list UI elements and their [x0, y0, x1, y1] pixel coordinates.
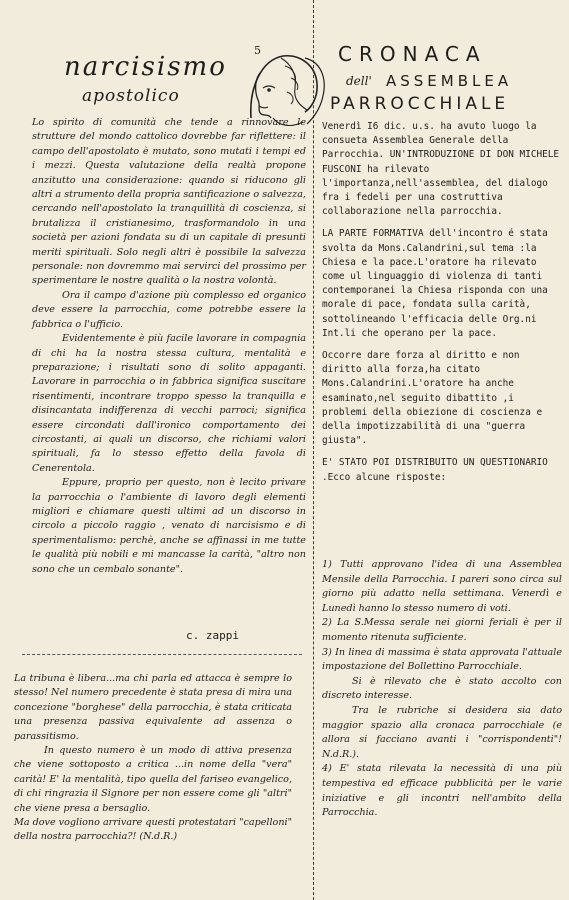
column-divider [313, 0, 314, 900]
title-cronaca: CRONACA [338, 42, 487, 66]
essay-paragraph: Evidentemente è più facile lavorare in compagnia di chi ha la nostra stessa cultura, mentalità e preparazione; i risultati sono di solito appaganti. Lavorare in parrocchia o in fabbrica significa suscitare risentimenti, incontrare troppo spesso la tranquilla e disincantata indifferenza di vecchi parroci; significa essere circondati dall'ironico comportamento dei circostanti, ai quali un discorso, che richiami valori spirituali, fa lo stesso effetto della favola di Cenerentola. [32, 333, 306, 474]
note-paragraph: In questo numero è un modo di attiva presenza che viene sottoposto a critica ...in nome della "vera" carità! E' la mentalità, tipo quella del fariseo evangelico, di chi ringrazia il Signore per non essere come gli "altri" che viene presa a bersaglio. [14, 745, 292, 814]
note-paragraph: Ma dove vogliono arrivare questi protestatari "capelloni" della nostra parrocchia?! (N.d.R.) [14, 817, 292, 843]
report-paragraph: LA PARTE FORMATIVA dell'incontro é stata svolta da Mons.Calandrini,sul tema :la Chiesa e la pace.L'oratore ha rilevato come ul linguaggio di violenza di tanti contemporanei la Chiesa risponda con una morale di pace, fondata sulla carità, sottolineando l'efficacia delle Org.ni Int.li che operano per la pace. [322, 228, 548, 339]
section-divider [22, 654, 302, 655]
essay-body [32, 116, 306, 577]
report-body [322, 120, 562, 485]
title-parrocchiale: PARROCCHIALE [330, 94, 510, 114]
editorial-note [14, 672, 292, 845]
answer-item: Si è rilevato che è stato accolto con discreto interesse. [322, 675, 562, 702]
report-paragraph: Occorre dare forza al diritto e non diritto alla forza,ha citato Mons.Calandrini.L'oratore ha anche esaminato,nel seguito dibattito ,i problemi della obiezione di coscienza e della impotizzabilità di una "guerra giusta". [322, 350, 543, 447]
essay-paragraph: Lo spirito di comunità che tende a rinnovare le strutture del mondo cattolico dovrebbe far riflettere: il campo dell'apostolato è mutato, sono mutati i tempi ed i mezzi. Questa valutazione della realtà propone anzitutto una considerazione: quando si riducono gli altri a strumento della propria santificazione o salvezza, cercando nell'apostolato la tranquillità di coscienza, si brutalizza il cristianesimo, trasformandolo in una società per azioni fondata su di un capitale di presunti meriti spirituali. Solo negli altri è possibile la salvezza personale: non dovremmo mai servirci del prossimo per sperimentare le nostre qualità o la nostra volontà. [32, 117, 306, 287]
page-number: 5 [254, 44, 261, 57]
answer-item: 2) La S.Messa serale nei giorni feriali è per il momento ritenuta sufficiente. [322, 617, 562, 643]
author-signature: c. zappi [186, 629, 239, 642]
questionnaire-answers [322, 558, 562, 821]
article-title: narcisismo [64, 52, 227, 82]
essay-paragraph: Eppure, proprio per questo, non è lecito privare la parrocchia o l'ambiente di lavoro degli elementi migliori e chiamare questi ultimi ad un discorso in circolo a piccolo raggio , venato di narcisismo e di sperimentalismo: perchè, anche se affinassi in me tutte le qualità più nobili e mi mancasse la carità, "altro non sono che un cembalo sonante". [32, 477, 306, 575]
essay-paragraph: Ora il campo d'azione più complesso ed organico deve essere la parrocchia, come potrebbe essere la fabbrica o l'ufficio. [32, 289, 306, 330]
title-dell: dell' [346, 74, 372, 88]
article-subtitle: apostolico [82, 86, 180, 106]
answer-item: Tra le rubriche si desidera sia dato maggior spazio alla cronaca parrocchiale (e allora si facciano avanti i "corrispondenti"! N.d.R.). [322, 704, 562, 760]
answer-item: 4) E' stata rilevata la necessità di una più tempestiva ed efficace pubblicità per le varie iniziative e gli incontri nell'ambito della Parrocchia. [322, 763, 562, 819]
report-paragraph: Venerdì I6 dic. u.s. ha avuto luogo la consueta Assemblea Generale della Parrocchia. UN'INTRODUZIONE DI DON MICHELE FUSCONI ha rilevato l'importanza,nell'assemblea, del dialogo fra i fedeli per una costruttiva collaborazione nella parrocchia. [322, 121, 560, 218]
answer-item: 1) Tutti approvano l'idea di una Assemblea Mensile della Parrocchia. I pareri sono circa sul giorno più adatto nella settimana. Venerdì e Lunedì hanno lo stesso numero di voti. [322, 559, 562, 614]
answer-item: 3) In linea di massima è stata approvata l'attuale impostazione del Bollettino Parrocchiale. [322, 646, 562, 673]
note-paragraph: La tribuna è libera...ma chi parla ed attacca è sempre lo stesso! Nel numero precedente è stata presa di mira una concezione "borghese" della parrocchia, è stata criticata una presenza passiva equivalente ad assenza o parassitismo. [14, 673, 292, 742]
report-paragraph: E' STATO POI DISTRIBUITO UN QUESTIONARIO .Ecco alcune risposte: [322, 457, 548, 483]
title-assemblea: ASSEMBLEA [386, 72, 513, 90]
